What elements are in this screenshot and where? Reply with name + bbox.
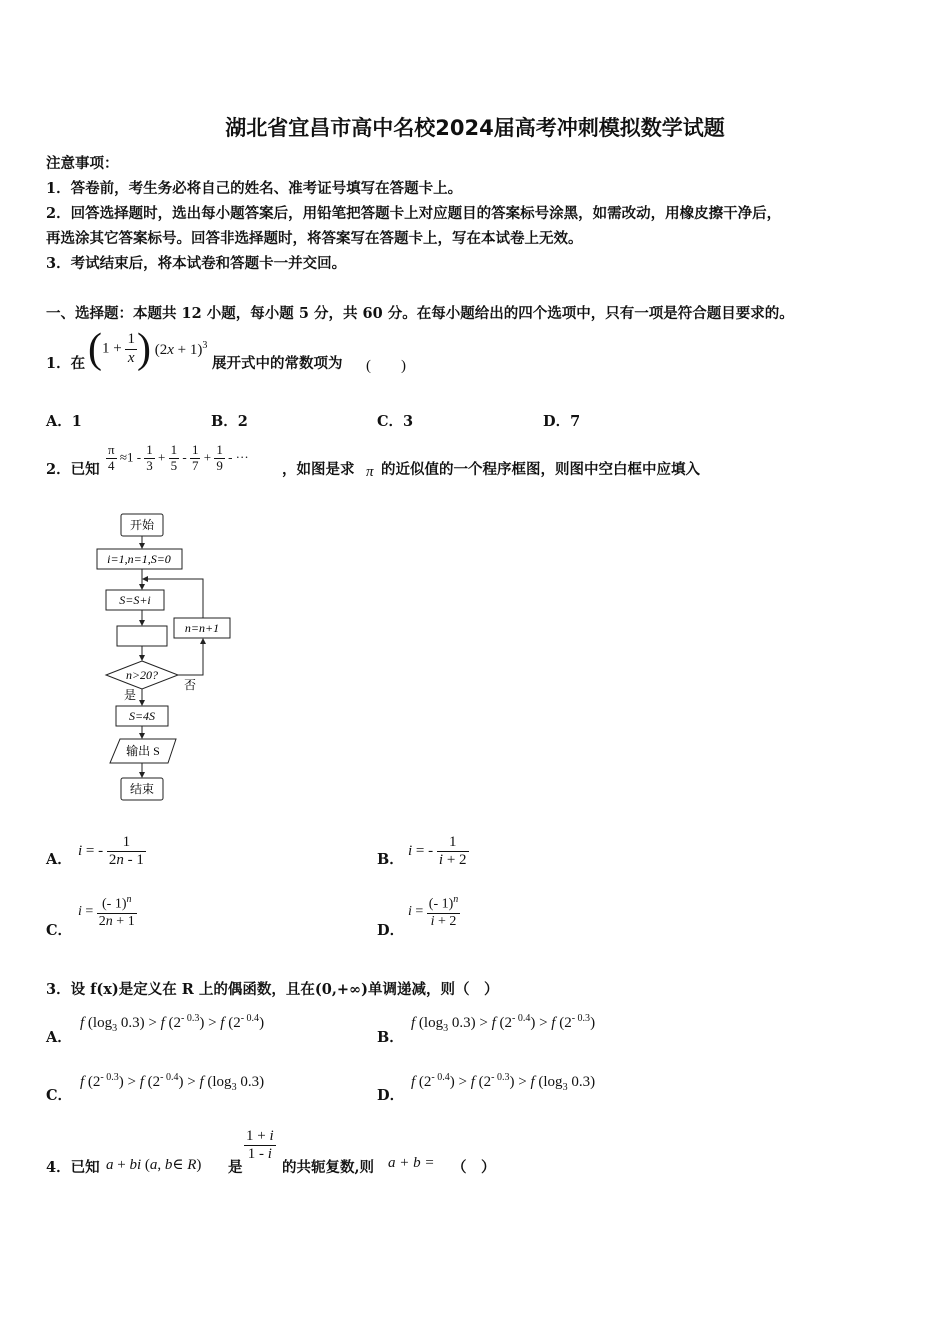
q2-option-d-formula: i = $\frac{(- 1)^n}{i + 2}$	[408, 894, 459, 929]
q3-option-d-formula: f $(2^{- 0.4}) > f$ $(2^{- 0.3}) > f$ ($\log_3$ 0.3)	[411, 1072, 596, 1093]
q2-option-a-formula: i = - $\frac{1}{2n - 1}$	[78, 834, 144, 869]
q1-number: 1．在	[46, 355, 86, 372]
flowchart	[90, 508, 250, 808]
q1-expression: (1 + $\frac{1}{x}$ ) $(2x + 1)^3$	[88, 326, 208, 372]
section-heading: 一、选择题：本题共 12 小题，每小题 5 分，共 60 分。在每小题给出的四个选项中，只有一项是符合题目要求的。	[46, 305, 794, 322]
flow-output-label: 输出 S	[126, 744, 160, 758]
q2-text-2: 的近似值的一个程序框图，则图中空白框中应填入	[381, 461, 700, 478]
q1-option-c[interactable]: C．3	[377, 413, 414, 430]
flow-blank-box	[117, 626, 167, 646]
flow-end-label: 结束	[129, 782, 155, 796]
q2-option-b-formula: i = - $\frac{1}{i + 2}$	[408, 834, 467, 869]
q2-option-a-label[interactable]: A．	[46, 851, 72, 868]
q2-option-b-label[interactable]: B．	[377, 851, 404, 868]
flow-init-label: i=1,n=1,S=0	[107, 552, 171, 566]
q2-number: 2．已知	[46, 461, 100, 478]
q1-option-d[interactable]: D．7	[543, 413, 581, 430]
q2-option-c-formula: i = $\frac{(- 1)^n}{2n + 1}$	[78, 894, 135, 929]
flow-increment-label: n=n+1	[184, 621, 220, 635]
notice-heading: 注意事项：	[46, 155, 119, 172]
q2-text-1: ，如图是求	[282, 461, 355, 478]
q3-text: 3．设 f(x)是定义在 R 上的偶函数，且在(0,+∞)单调递减，则（ ）	[46, 981, 499, 998]
q3-option-c-label[interactable]: C．	[46, 1087, 73, 1104]
flow-condition-label: n>20?	[125, 668, 159, 682]
q3-option-b-label[interactable]: B．	[377, 1029, 404, 1046]
q3-option-b-formula: f ($\log_3$ 0.3) > f $(2^{- 0.4}) > f$ $(2^{- 0.3})$	[411, 1013, 596, 1034]
q1-paren: ( )	[366, 358, 406, 374]
q3-option-a-formula: f ($\log_3$ 0.3) > f $(2^{- 0.3}) > f$ $(2^{- 0.4})$	[80, 1013, 265, 1034]
flow-mult-label: S=4S	[128, 709, 156, 723]
notice-item: 再选涂其它答案标号。回答非选择题时，将答案写在答题卡上，写在本试卷上无效。	[46, 230, 583, 247]
q1-option-a[interactable]: A．1	[46, 413, 82, 430]
q2-series: $\frac{\pi}{4}$ ≈1 - $\frac{1}{3}$ + $\frac{1}{5}$ - $\frac{1}{7}$ + $\frac{1}{9}$ - ···	[108, 442, 249, 473]
q4-expression: a + bi (a, b∈ R)	[106, 1157, 202, 1173]
flow-yes-label: 是	[123, 688, 137, 702]
pi-symbol: π	[366, 464, 374, 480]
q2-option-c-label[interactable]: C．	[46, 922, 73, 939]
page-title: 湖北省宜昌市高中名校2024届高考冲刺模拟数学试题	[225, 116, 725, 140]
notice-item: 1．答卷前，考生务必将自己的姓名、准考证号填写在答题卡上。	[46, 180, 463, 197]
q4-is: 是	[228, 1159, 243, 1176]
flow-no-label: 否	[183, 678, 197, 692]
q4-fraction: $\frac{1 + i}{1 - i}$	[246, 1128, 274, 1163]
q4-paren: （ ）	[452, 1159, 496, 1176]
q1-text: 展开式中的常数项为	[212, 355, 343, 372]
flow-accum-label: S=S+i	[119, 593, 151, 607]
q3-option-c-formula: f $(2^{- 0.3}) > f$ $(2^{- 0.4}) > f$ ($\log_3$ 0.3)	[80, 1072, 265, 1093]
q2-option-d-label[interactable]: D．	[377, 922, 405, 939]
q4-text: 的共轭复数,则	[282, 1159, 375, 1176]
q1-option-b[interactable]: B．2	[211, 413, 248, 430]
flow-start-label: 开始	[129, 518, 155, 532]
notice-item: 3．考试结束后，将本试卷和答题卡一并交回。	[46, 255, 347, 272]
q3-option-d-label[interactable]: D．	[377, 1087, 405, 1104]
q4-equation: a + b =	[388, 1155, 435, 1171]
q4-number: 4．已知	[46, 1159, 100, 1176]
notice-item: 2．回答选择题时，选出每小题答案后，用铅笔把答题卡上对应题目的答案标号涂黑，如需改动，用橡皮擦干净后，	[46, 205, 782, 222]
q3-option-a-label[interactable]: A．	[46, 1029, 72, 1046]
